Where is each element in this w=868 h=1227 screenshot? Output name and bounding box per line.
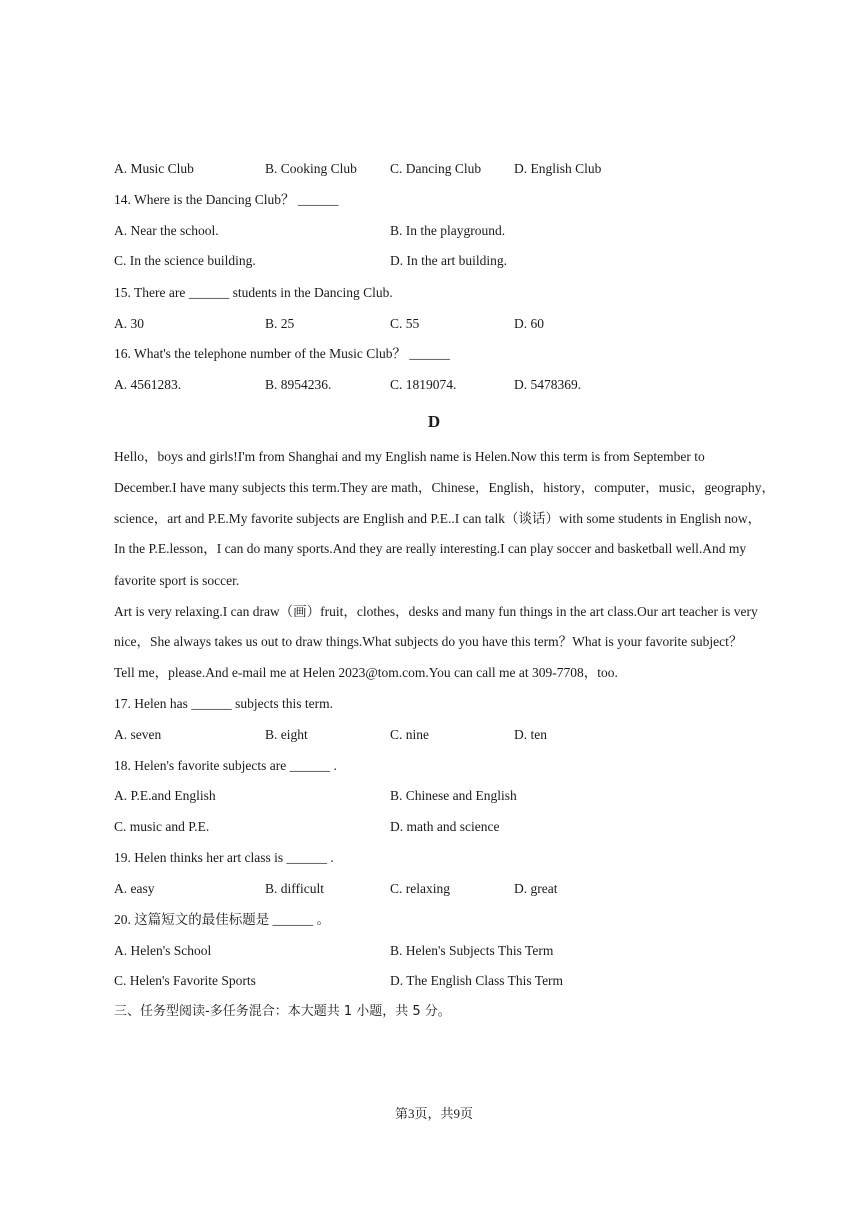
passage-line: December.I have many subjects this term.They are math，Chinese，English，history，computer，music，geography， [114,480,775,495]
q17-question: 17. Helen has ______ subjects this term. [114,696,333,711]
q20-option-b: B. Helen's Subjects This Term [390,943,554,958]
q16-question: 16. What's the telephone number of the Music Club？ ______ [114,346,450,361]
page-footer: 第3页，共9页 [394,1106,473,1121]
q17-option-d: D. ten [514,727,547,742]
q20-option-c: C. Helen's Favorite Sports [114,973,256,988]
q19-question: 19. Helen thinks her art class is ______ . [114,850,334,865]
q19-option-c: C. relaxing [390,881,450,896]
q19-option-b: B. difficult [265,881,324,896]
passage-line: In the P.E.lesson，I can do many sports.And they are really interesting.I can play soccer and basketball well.And my [114,541,747,556]
q18-option-a: A. P.E.and English [114,788,216,803]
passage-line: Hello，boys and girls!I'm from Shanghai and my English name is Helen.Now this term is from September to [114,449,705,464]
passage-line: Art is very relaxing.I can draw（画）fruit，clothes，desks and many fun things in the art class.Our art teacher is very [114,604,758,619]
q15-question: 15. There are ______ students in the Dancing Club. [114,285,393,300]
q15-option-b: B. 25 [265,316,295,331]
q20-option-a: A. Helen's School [114,943,212,958]
section-three-heading: 三、任务型阅读-多任务混合：本大题共 1 小题，共 5 分。 [114,1004,451,1019]
q13-option-a: A. Music Club [114,161,194,176]
q16-option-d: D. 5478369. [514,377,582,392]
q20-option-d: D. The English Class This Term [390,973,564,988]
q18-question: 18. Helen's favorite subjects are ______ . [114,758,337,773]
q18-option-b: B. Chinese and English [390,788,517,803]
q14-question: 14. Where is the Dancing Club？ ______ [114,192,339,207]
q16-option-c: C. 1819074. [390,377,457,392]
q15-option-d: D. 60 [514,316,544,331]
q17-option-a: A. seven [114,727,162,742]
q15-option-a: A. 30 [114,316,144,331]
q18-option-d: D. math and science [390,819,500,834]
passage-line: Tell me，please.And e-mail me at Helen 2023@tom.com.You can call me at 309-7708，too. [114,665,618,680]
passage-line: science，art and P.E.My favorite subjects are English and P.E..I can talk（谈话）with some students in English now， [114,511,762,526]
q17-option-c: C. nine [390,727,429,742]
passage-line: nice，She always takes us out to draw things.What subjects do you have this term？What is your favorite subject？ [114,634,743,649]
q16-option-b: B. 8954236. [265,377,332,392]
q18-option-c: C. music and P.E. [114,819,210,834]
q13-option-c: C. Dancing Club [390,161,482,176]
q14-option-d: D. In the art building. [390,253,507,268]
q14-option-b: B. In the playground. [390,223,506,238]
q16-option-a: A. 4561283. [114,377,182,392]
q17-option-b: B. eight [265,727,308,742]
q14-option-a: A. Near the school. [114,223,219,238]
q14-option-c: C. In the science building. [114,253,256,268]
q19-option-d: D. great [514,881,558,896]
q13-option-b: B. Cooking Club [265,161,357,176]
q20-question: 20. 这篇短文的最佳标题是 ______ 。 [114,912,330,927]
passage-line: favorite sport is soccer. [114,573,240,588]
q19-option-a: A. easy [114,881,155,896]
section-d-title: D [427,412,441,431]
q15-option-c: C. 55 [390,316,420,331]
q13-option-d: D. English Club [514,161,602,176]
